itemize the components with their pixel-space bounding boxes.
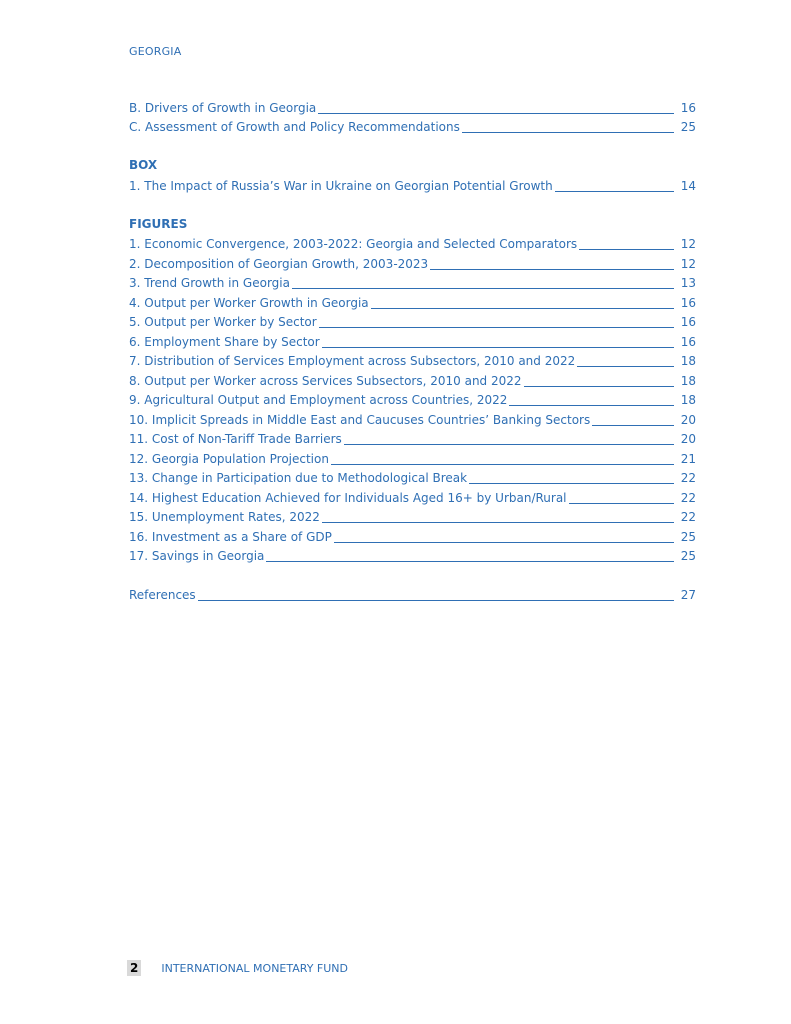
toc-figure-entry[interactable]: [129, 447, 696, 467]
toc-entry-page: 18: [680, 373, 696, 388]
dot-leader: [266, 561, 674, 562]
toc-entry-title: 9. Agricultural Output and Employment across Countries, 2022: [129, 393, 508, 407]
dot-leader: [462, 132, 674, 133]
toc-entry-title: 5. Output per Worker by Sector: [129, 315, 317, 329]
toc-entry-title: 3. Trend Growth in Georgia: [129, 276, 290, 290]
toc-entry-page: 16: [680, 315, 696, 329]
toc-figure-entry[interactable]: [129, 525, 696, 545]
toc-entry-title: 13. Change in Participation due to Methodological Break: [129, 471, 468, 485]
toc-box-section: [129, 174, 696, 194]
toc-entry-page: 21: [680, 451, 696, 466]
dot-leader: [555, 191, 674, 192]
dot-leader: [371, 308, 674, 309]
toc-figure-entry[interactable]: [129, 389, 696, 409]
dot-leader: [524, 386, 674, 387]
dot-leader: [331, 464, 674, 465]
toc-entry-page: 18: [680, 354, 696, 368]
toc-entry-page: 20: [680, 412, 696, 427]
toc-entry-title: 7. Distribution of Services Employment across Subsectors, 2010 and 2022: [129, 354, 576, 368]
toc-entry-page: 25: [680, 120, 696, 134]
toc-entry-page: 27: [680, 587, 696, 602]
toc-entry-page: 18: [680, 393, 696, 407]
dot-leader: [322, 522, 674, 523]
toc-entry-page: 12: [680, 256, 696, 271]
publisher-name: INTERNATIONAL MONETARY FUND: [161, 961, 348, 975]
toc-figure-entry[interactable]: [129, 272, 696, 292]
toc-figure-entry[interactable]: [129, 252, 696, 272]
toc-figure-entry[interactable]: [129, 428, 696, 448]
toc-entry-title: 2. Decomposition of Georgian Growth, 2003-2023: [129, 256, 429, 271]
dot-leader: [292, 288, 674, 289]
toc-entry-title: References: [129, 587, 196, 602]
toc-entry[interactable]: [129, 116, 696, 136]
toc-figure-entry[interactable]: [129, 311, 696, 331]
dot-leader: [579, 249, 674, 250]
toc-entry-title: 12. Georgia Population Projection: [129, 451, 329, 466]
toc-entry-page: 25: [680, 529, 696, 544]
dot-leader: [577, 366, 674, 367]
toc-figure-entry[interactable]: [129, 467, 696, 487]
dot-leader: [322, 347, 674, 348]
toc-figure-entry[interactable]: [129, 408, 696, 428]
toc-entry-page: 22: [680, 510, 696, 524]
toc-entry-page: 16: [680, 295, 696, 310]
toc-entry-title: 11. Cost of Non-Tariff Trade Barriers: [129, 432, 342, 446]
toc-entry-title: 14. Highest Education Achieved for Individuals Aged 16+ by Urban/Rural: [129, 490, 567, 505]
toc-entry-title: 10. Implicit Spreads in Middle East and Caucuses Countries’ Banking Sectors: [129, 412, 591, 427]
dot-leader: [592, 425, 674, 426]
toc-entry-title: 1. The Impact of Russia’s War in Ukraine on Georgian Potential Growth: [129, 178, 553, 193]
page-footer: [127, 960, 348, 976]
toc-box-entry[interactable]: [129, 174, 696, 194]
toc-figure-entry[interactable]: [129, 233, 696, 253]
table-of-contents: [129, 96, 696, 603]
dot-leader: [319, 327, 674, 328]
toc-figure-entry[interactable]: [129, 369, 696, 389]
dot-leader: [430, 269, 674, 270]
toc-figure-entry[interactable]: [129, 350, 696, 370]
toc-entry-references[interactable]: [129, 583, 696, 603]
box-heading: BOX: [129, 158, 158, 172]
toc-entry-title: 8. Output per Worker across Services Subsectors, 2010 and 2022: [129, 373, 522, 388]
dot-leader: [318, 113, 674, 114]
toc-entry-page: 13: [680, 276, 696, 290]
dot-leader: [198, 600, 674, 601]
toc-entry-page: 16: [680, 100, 696, 115]
toc-entry-page: 12: [680, 237, 696, 251]
toc-figure-entry[interactable]: [129, 506, 696, 526]
toc-entry-page: 25: [680, 549, 696, 563]
dot-leader: [469, 483, 674, 484]
toc-figures-section: [129, 233, 696, 565]
toc-entry-title: 17. Savings in Georgia: [129, 549, 265, 563]
figures-heading: FIGURES: [129, 216, 188, 231]
toc-figure-entry[interactable]: [129, 545, 696, 565]
dot-leader: [509, 405, 674, 406]
running-header: GEORGIA: [129, 45, 182, 58]
toc-figure-entry[interactable]: [129, 486, 696, 506]
dot-leader: [569, 503, 674, 504]
toc-figure-entry[interactable]: [129, 291, 696, 311]
toc-figure-entry[interactable]: [129, 330, 696, 350]
toc-entry-title: 4. Output per Worker Growth in Georgia: [129, 295, 369, 310]
toc-entry[interactable]: [129, 96, 696, 116]
page-number: 2: [127, 960, 141, 976]
toc-main-section: [129, 96, 696, 135]
toc-entry-title: 1. Economic Convergence, 2003-2022: Georgia and Selected Comparators: [129, 237, 578, 251]
toc-entry-title: B. Drivers of Growth in Georgia: [129, 100, 317, 115]
toc-entry-page: 14: [680, 178, 696, 193]
toc-entry-title: C. Assessment of Growth and Policy Recommendations: [129, 120, 460, 134]
toc-entry-title: 16. Investment as a Share of GDP: [129, 529, 332, 544]
toc-entry-title: 6. Employment Share by Sector: [129, 334, 320, 349]
dot-leader: [344, 444, 674, 445]
toc-entry-page: 22: [680, 471, 696, 485]
toc-entry-page: 16: [680, 334, 696, 349]
toc-entry-page: 22: [680, 490, 696, 505]
toc-entry-title: 15. Unemployment Rates, 2022: [129, 510, 320, 524]
dot-leader: [334, 542, 674, 543]
toc-entry-page: 20: [680, 432, 696, 446]
